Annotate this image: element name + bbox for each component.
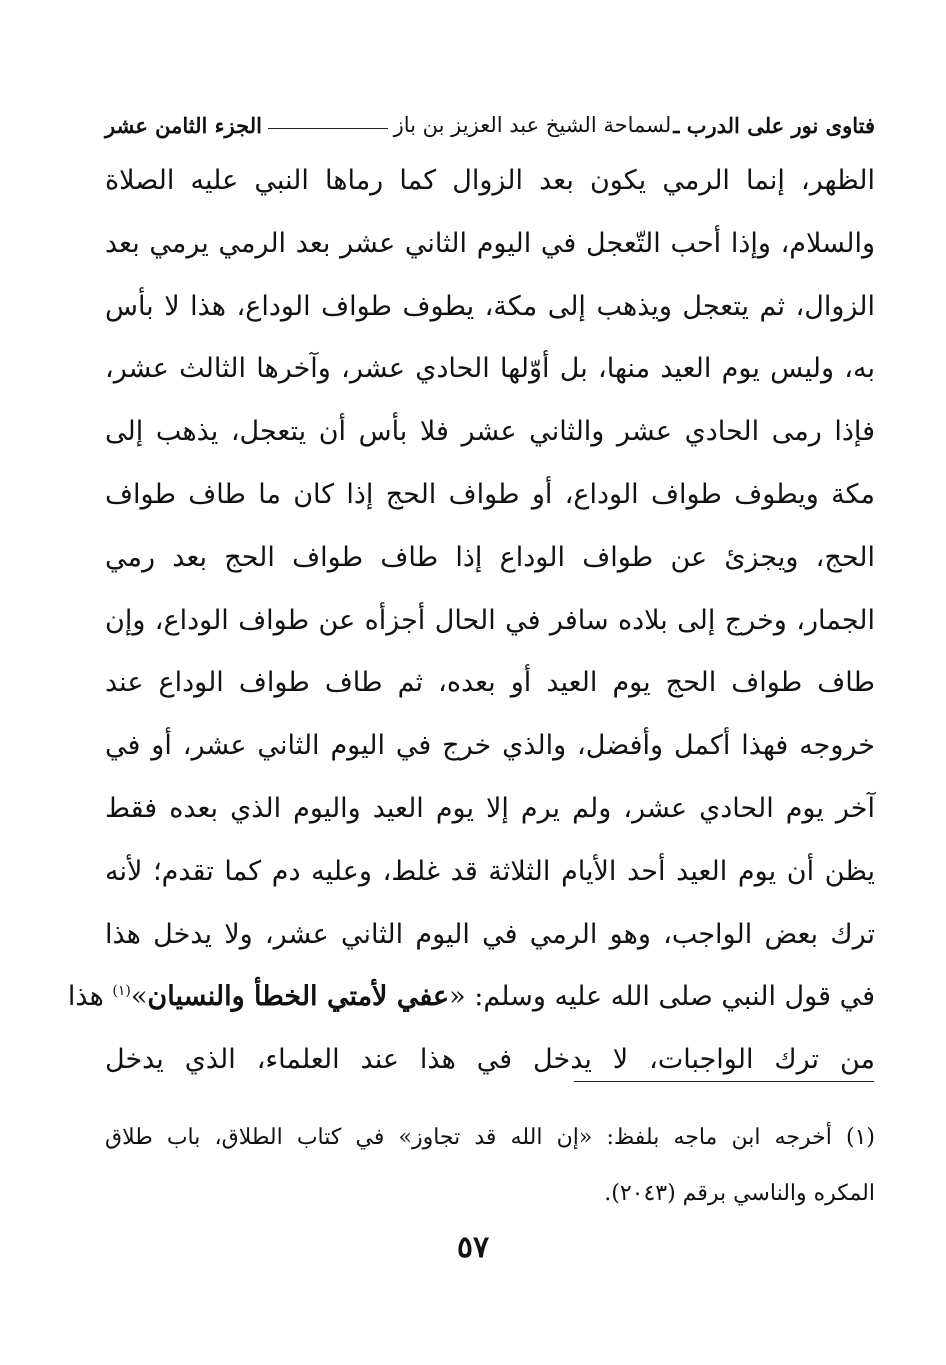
footnote-line: (١) أخرجه ابن ماجه بلفظ: «إن الله قد تجاوز» في كتاب الطلاق، باب طلاق [105, 1125, 875, 1150]
hadith-quote: عفي لأمتي الخطأ والنسيان [147, 981, 450, 1013]
page-number: ٥٧ [456, 1230, 490, 1265]
hadith-quote-close: » [130, 981, 148, 1013]
hadith-line-before: في قول النبي صلى الله عليه وسلم: « [449, 981, 875, 1013]
text-line: يظن أن يوم العيد أحد الأيام الثلاثة قد غلط، وعليه دم كما تقدم؛ لأنه [105, 855, 875, 887]
text-line: الظهر، إنما الرمي يكون بعد الزوال كما رماها النبي عليه الصلاة [105, 165, 875, 196]
text-line: آخر يوم الحادي عشر، ولم يرم إلا يوم العيد واليوم الذي بعده فقط [105, 792, 875, 824]
text-line: الزوال، ثم يتعجل ويذهب إلى مكة، يطوف طواف الوداع، هذا لا بأس [105, 290, 875, 322]
body-text [67, 150, 875, 1092]
hadith-line [67, 966, 875, 1029]
running-header [105, 108, 875, 142]
footnote-reference[interactable]: (١) [112, 983, 131, 1000]
author-name: لسماحة الشيخ عبد العزيز بن باز [393, 113, 672, 137]
text-line: من ترك الواجبات، لا يدخل في هذا عند العلماء، الذي يدخل [105, 1044, 875, 1076]
header-rule [268, 128, 388, 129]
footnotes [105, 1110, 875, 1222]
text-line: الحج، ويجزئ عن طواف الوداع إذا طاف طواف الحج بعد رمي [105, 541, 875, 573]
series-title: فتاوى نور على الدرب ـ [673, 112, 875, 138]
text-line: ترك بعض الواجب، وهو الرمي في اليوم الثاني عشر، ولا يدخل هذا [105, 918, 875, 950]
text-line: الجمار، وخرج إلى بلاده سافر في الحال أجزأه عن طواف الوداع، وإن [105, 604, 875, 636]
volume-title: الجزء الثامن عشر [105, 112, 262, 138]
text-line: مكة ويطوف طواف الوداع، أو طواف الحج إذا كان ما طاف طواف [105, 478, 875, 510]
text-line: فإذا رمى الحادي عشر والثاني عشر فلا بأس أن يتعجل، يذهب إلى [105, 416, 875, 448]
text-line: طاف طواف الحج يوم العيد أو بعده، ثم طاف طواف الوداع عند [105, 667, 875, 699]
text-line: والسلام، وإذا أحب التّعجل في اليوم الثاني عشر بعد الرمي يرمي بعد [105, 227, 875, 259]
hadith-line-after: هذا [67, 981, 113, 1013]
footnote-line: المكره والناسي برقم (٢٠٤٣). [604, 1181, 875, 1206]
footnote-divider [574, 1081, 874, 1082]
text-line: به، وليس يوم العيد منها، بل أوّلها الحادي عشر، وآخرها الثالث عشر، [105, 353, 875, 385]
text-line: خروجه فهذا أكمل وأفضل، والذي خرج في اليوم الثاني عشر، أو في [105, 730, 875, 762]
